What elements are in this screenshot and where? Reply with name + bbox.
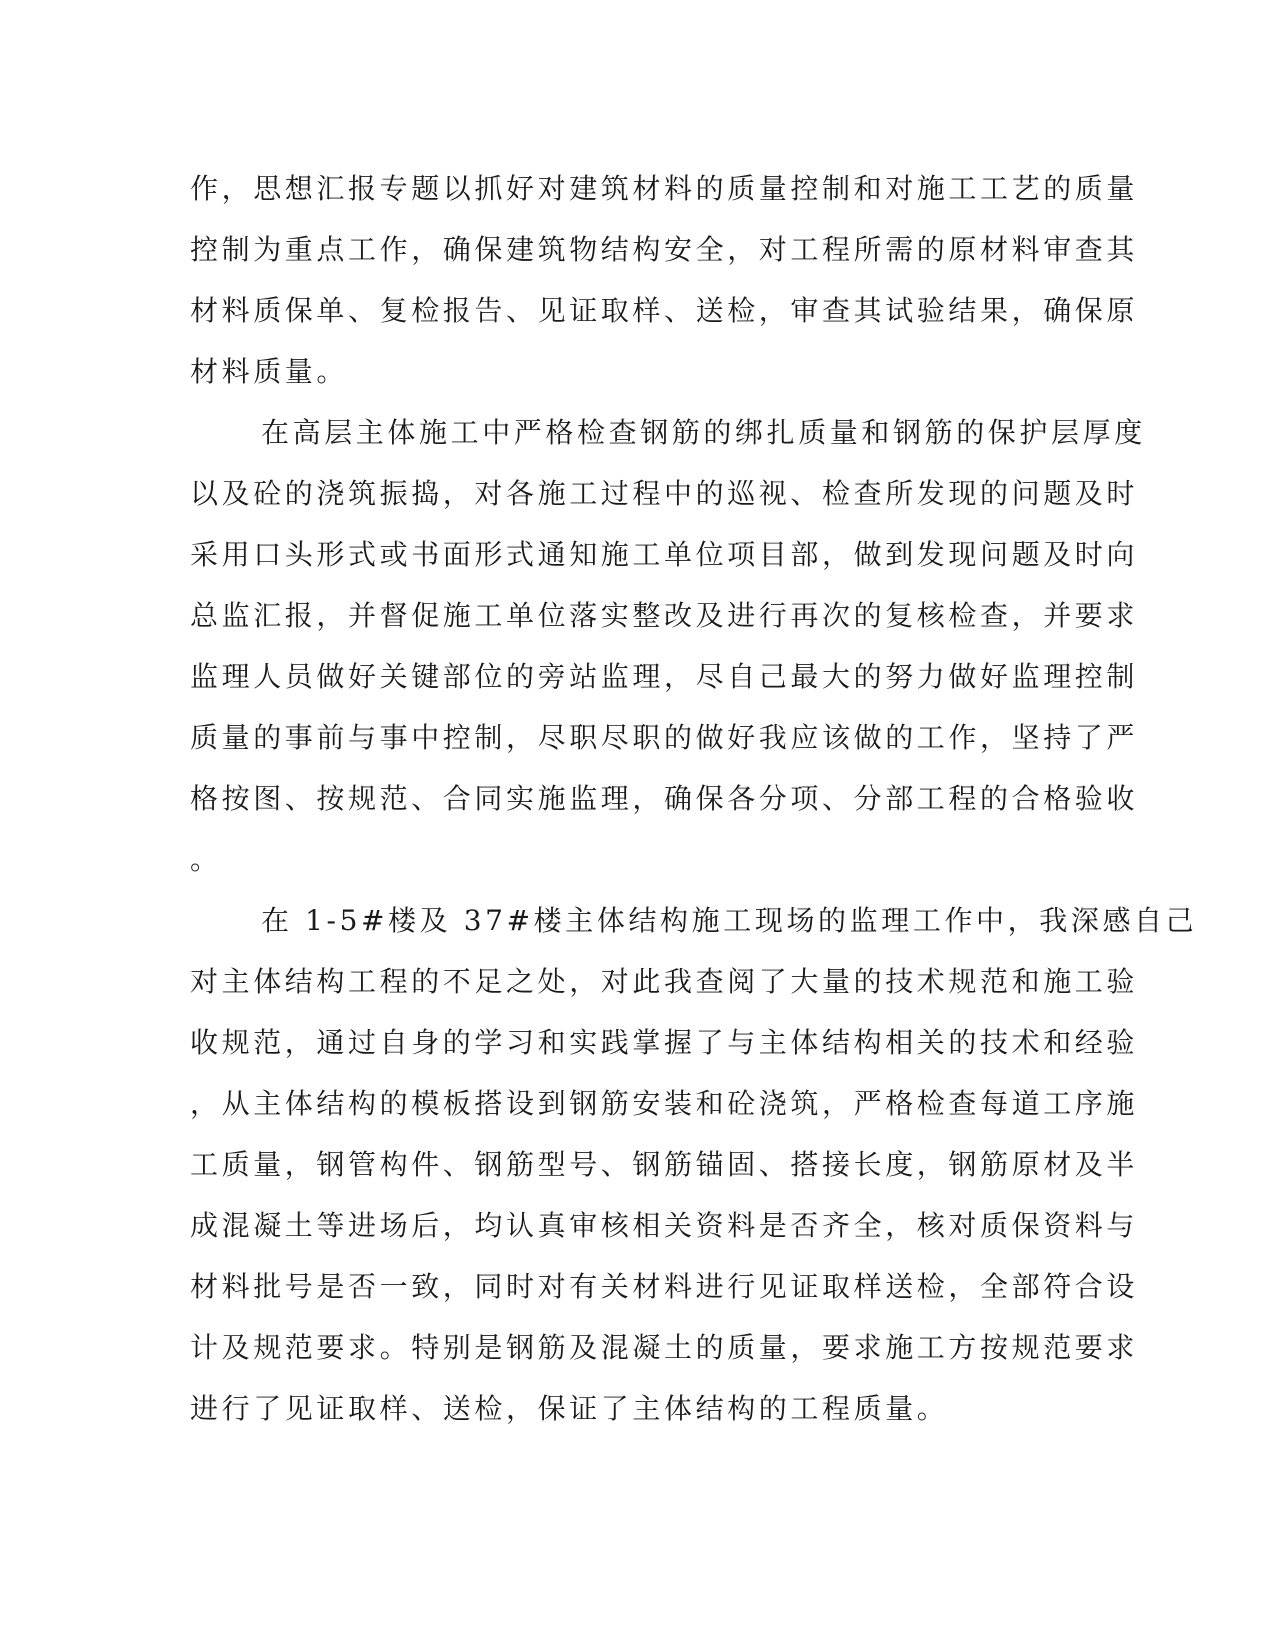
- paragraph-line: 采用口头形式或书面形式通知施工单位项目部，做到发现问题及时向: [190, 538, 1139, 571]
- paragraph-line: 格按图、按规范、合同实施监理，确保各分项、分部工程的合格验收: [190, 782, 1139, 815]
- paragraph-line: 控制为重点工作，确保建筑物结构安全，对工程所需的原材料审查其: [190, 233, 1139, 266]
- paragraph-line: 总监汇报，并督促施工单位落实整改及进行再次的复核检查，并要求: [190, 599, 1139, 632]
- paragraph-line: 对主体结构工程的不足之处，对此我查阅了大量的技术规范和施工验: [190, 965, 1139, 998]
- paragraph-line: 材料质保单、复检报告、见证取样、送检，审查其试验结果，确保原: [190, 294, 1139, 327]
- paragraph-line: 材料批号是否一致，同时对有关材料进行见证取样送检，全部符合设: [190, 1270, 1139, 1303]
- paragraph-line: 以及砼的浇筑振捣，对各施工过程中的巡视、检查所发现的问题及时: [190, 477, 1139, 510]
- paragraph-line: 收规范，通过自身的学习和实践掌握了与主体结构相关的技术和经验: [190, 1026, 1139, 1059]
- paragraph-line: 监理人员做好关键部位的旁站监理，尽自己最大的努力做好监理控制: [190, 660, 1139, 693]
- paragraph-line: 质量的事前与事中控制，尽职尽职的做好我应该做的工作，坚持了严: [190, 721, 1139, 754]
- paragraph-line: 作，思想汇报专题以抓好对建筑材料的质量控制和对施工工艺的质量: [190, 172, 1139, 205]
- paragraph-line: 工质量，钢管构件、钢筋型号、钢筋锚固、搭接长度，钢筋原材及半: [190, 1148, 1139, 1181]
- paragraph-first-line: 在高层主体施工中严格检查钢筋的绑扎质量和钢筋的保护层厚度: [261, 416, 1146, 449]
- paragraph-3: [190, 890, 1198, 1439]
- paragraph-line: 成混凝土等进场后，均认真审核相关资料是否齐全，核对质保资料与: [190, 1209, 1139, 1242]
- paragraph-line: 材料质量。: [190, 355, 349, 388]
- paragraph-line: 计及规范要求。特别是钢筋及混凝土的质量，要求施工方按规范要求: [190, 1331, 1139, 1364]
- paragraph-line: ，从主体结构的模板搭设到钢筋安装和砼浇筑，严格检查每道工序施: [190, 1087, 1139, 1120]
- paragraph-line: 进行了见证取样、送检，保证了主体结构的工程质量。: [190, 1392, 949, 1425]
- paragraph-line: 。: [190, 843, 222, 876]
- paragraph-2: [190, 402, 1146, 890]
- paragraph-1: [190, 158, 1139, 402]
- document-body: [190, 158, 1198, 1439]
- paragraph-first-line: 在 1-5#楼及 37#楼主体结构施工现场的监理工作中，我深感自己: [261, 904, 1198, 937]
